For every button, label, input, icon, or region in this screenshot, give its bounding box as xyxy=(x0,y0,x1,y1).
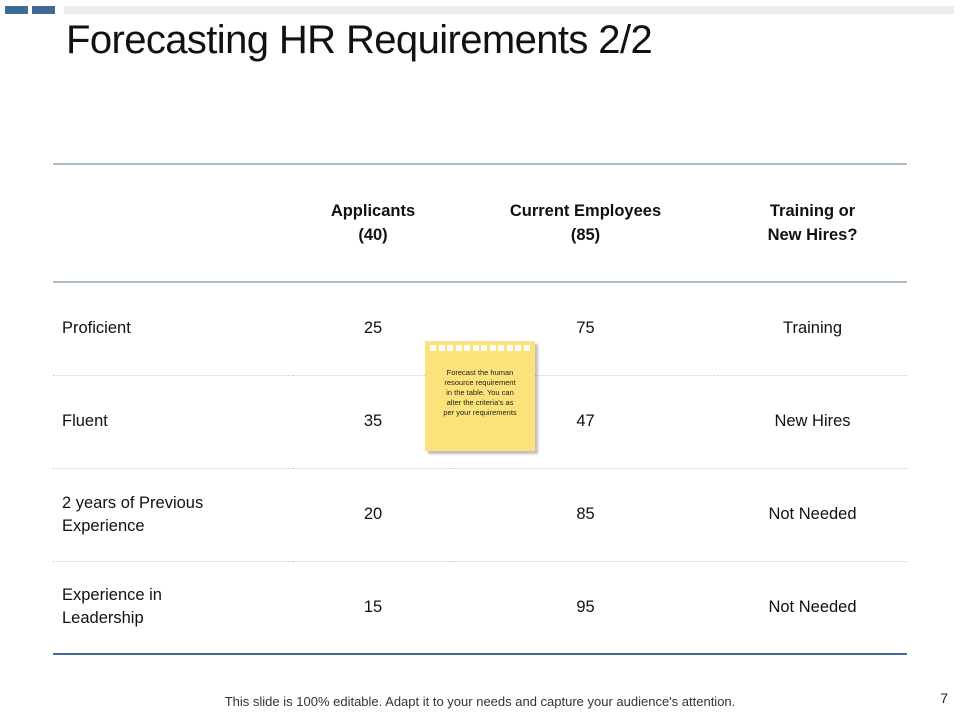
header-applicants-title: Applicants xyxy=(330,202,416,220)
employees-value: 75 xyxy=(453,282,718,375)
decision-value: Not Needed xyxy=(718,561,907,654)
sticky-note-text: Forecast the human resource requirement in the table. You can alter the criteria's as per your requirements xyxy=(443,368,517,417)
accent-bar-right xyxy=(32,6,55,14)
header-decision-line2: New Hires? xyxy=(767,226,858,244)
row-label: Proficient xyxy=(53,282,293,375)
header-employees-title: Current Employees xyxy=(509,202,662,220)
row-label: Experience in Leadership xyxy=(53,561,293,654)
top-rule xyxy=(64,6,954,14)
page-number: 7 xyxy=(940,690,948,706)
decision-value: New Hires xyxy=(718,375,907,468)
header-applicants xyxy=(293,164,453,282)
sticky-note xyxy=(425,341,535,451)
header-criteria xyxy=(53,164,293,282)
footer-note: This slide is 100% editable. Adapt it to your needs and capture your audience's attention. xyxy=(224,694,736,709)
header-current-employees xyxy=(453,164,718,282)
header-employees-count: (85) xyxy=(570,226,601,244)
header-applicants-count: (40) xyxy=(358,226,388,244)
employees-value: 47 xyxy=(453,375,718,468)
table-row xyxy=(53,561,907,654)
slide-title: Forecasting HR Requirements 2/2 xyxy=(66,18,653,62)
table-header-row xyxy=(53,164,907,282)
applicants-value: 20 xyxy=(293,468,453,561)
table-row xyxy=(53,468,907,561)
applicants-value: 35 xyxy=(293,375,453,468)
decision-value: Training xyxy=(718,282,907,375)
sticky-note-binding-holes xyxy=(430,345,530,351)
employees-value: 85 xyxy=(453,468,718,561)
row-label: Fluent xyxy=(53,375,293,468)
applicants-value: 25 xyxy=(293,282,453,375)
applicants-value: 15 xyxy=(293,561,453,654)
employees-value: 95 xyxy=(453,561,718,654)
header-training-or-new-hires xyxy=(718,164,907,282)
header-decision-line1: Training or xyxy=(769,202,856,220)
accent-bar-left xyxy=(5,6,28,14)
decision-value: Not Needed xyxy=(718,468,907,561)
row-label: 2 years of Previous Experience xyxy=(53,468,293,561)
